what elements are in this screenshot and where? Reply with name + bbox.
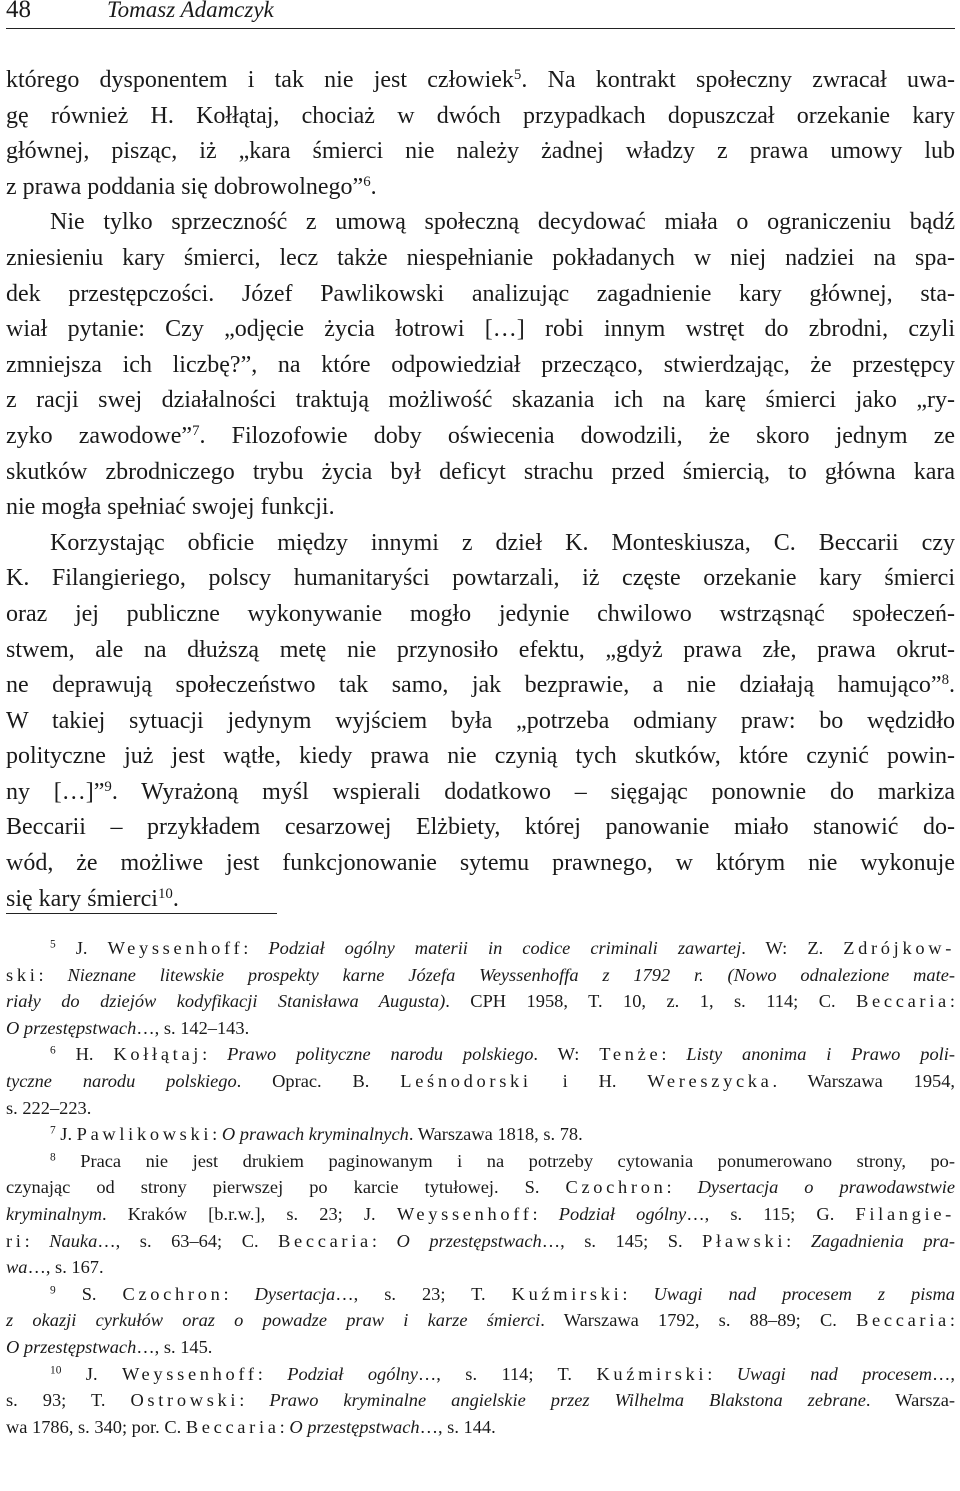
text-line <box>6 526 955 562</box>
text-line <box>6 455 955 491</box>
text-run: …, s. 114; T. <box>417 1363 597 1384</box>
text-run: stwem, ale na dłuższą metę nie przynosiło efektu, „gdyż prawa złe, prawa okrut- <box>6 636 955 663</box>
footnote-line <box>6 1174 955 1201</box>
text-run: polityczne już jest wątłe, kiedy prawa nie czynią tych skutków, które czynić powin- <box>6 743 955 770</box>
italic-title: Podział ogólny materii in codice criminali zawartej <box>268 938 742 958</box>
text-run: wa 1786, s. 340; por. C. <box>6 1416 186 1437</box>
spaced-surname: Pawlikowski <box>76 1124 213 1145</box>
text-run: J. <box>55 1124 77 1145</box>
spaced-surname: Beccaria <box>185 1416 280 1437</box>
text-run: : <box>949 1310 955 1331</box>
text-run: Praca nie jest drukiem paginowanym i na potrzeby cytowania ponumerowano strony, po- <box>55 1150 955 1171</box>
text-run: którego dysponentem i tak nie jest człowiek <box>6 67 514 93</box>
footnote-line <box>6 1121 955 1148</box>
footnote-marker: 5 <box>50 938 56 951</box>
footnote-separator <box>6 913 277 914</box>
text-run: zyko zawodowe” <box>6 422 193 449</box>
italic-title: Nieznane litewskie prospekty karne Józefa Weyssenhoffa z 1792 r. (Nowo odnalezione mate- <box>67 964 955 985</box>
text-run: : <box>707 1363 737 1384</box>
footnote-line <box>6 1414 955 1441</box>
footnote-marker: 7 <box>50 1124 56 1137</box>
text-run: i H. <box>531 1070 648 1091</box>
text-line <box>6 846 955 882</box>
text-run: …, s. 145; S. <box>541 1230 703 1251</box>
footnote-line <box>6 1201 955 1228</box>
text-run: …, s. 115; G. <box>686 1203 856 1224</box>
text-run: : <box>622 1283 654 1304</box>
text-run: . Oprac. B. <box>236 1070 401 1091</box>
footnote-marker: 10 <box>50 1364 62 1377</box>
text-run: wiał pytanie: Czy „odjęcie życia łotrowi […] robi innym wstręt do zbrodni, czyli <box>6 316 955 343</box>
text-line <box>6 312 955 348</box>
footnote-marker: 5 <box>513 66 522 83</box>
text-run: …, s. 144. <box>419 1416 496 1437</box>
spaced-surname: Leśnodorski <box>400 1070 532 1091</box>
text-run: K. Filangieriego, polscy humanitaryści powtarzali, iż częste orzekanie kary śmierci <box>6 565 955 592</box>
spaced-surname: Beccaria <box>856 1310 950 1331</box>
text-run: ny […]” <box>6 778 105 805</box>
footnote-line <box>6 1361 955 1388</box>
spaced-surname: Kołłątaj <box>113 1044 203 1065</box>
spaced-surname: Kuźmirski <box>596 1363 708 1384</box>
text-run: W takiej sytuacji jedynym wyjściem była „potrzeba odmiany praw: bo wędzidło <box>6 707 955 734</box>
footnote-line <box>6 935 955 962</box>
spaced-surname: Weyssenhoff <box>121 1363 258 1384</box>
text-run: się kary śmierci <box>6 885 158 912</box>
text-run: gę również H. Kołłątaj, chociaż w dwóch przypadkach dopuszczał orzekanie kary <box>6 102 955 129</box>
text-line <box>6 170 955 206</box>
text-line <box>6 882 955 918</box>
text-line <box>6 241 955 277</box>
italic-title: Nauka <box>49 1230 98 1251</box>
text-run: H. <box>55 1044 114 1065</box>
italic-title: Prawo polityczne narodu polskiego <box>227 1044 534 1065</box>
text-run: ne deprawują społeczeństwo tak samo, jak bezprawie, a nie działają hamująco” <box>6 672 942 699</box>
text-run: . <box>172 885 179 912</box>
text-run: : <box>532 1203 559 1224</box>
text-run: : <box>279 1416 290 1437</box>
text-run: . CPH 1958, T. 10, z. 1, s. 114; C. <box>445 991 857 1012</box>
text-run: J. <box>55 938 108 958</box>
text-run: : <box>786 1230 811 1251</box>
spaced-surname: Tenże <box>599 1044 662 1065</box>
italic-title: Prawo kryminalne angielskie przez Wilhelma Blakstona zebrane <box>269 1390 866 1411</box>
text-line <box>6 775 955 811</box>
text-run: . W: <box>533 1044 600 1065</box>
text-line <box>6 205 955 241</box>
text-run: s. 93; T. <box>6 1390 131 1411</box>
footnote-marker: 6 <box>363 173 371 190</box>
text-run: dek przestępczości. Józef Pawlikowski analizując zagadnienie kary głównej, sta- <box>6 280 955 307</box>
italic-title: Podział ogólny <box>558 1203 687 1224</box>
text-run: …, s. 145. <box>136 1336 213 1357</box>
italic-title: Zagadnienia pra- <box>810 1230 955 1251</box>
italic-title: O przestępstwach <box>396 1230 542 1251</box>
running-head-author: Tomasz Adamczyk <box>107 0 274 22</box>
footnote-marker: 7 <box>192 422 200 439</box>
italic-title: Dysertacja o prawodawstwie <box>697 1177 955 1198</box>
spaced-surname: Czochron <box>122 1283 224 1304</box>
text-run: . Wyrażoną myśl wspierali dodatkowo – sięgając ponownie do markiza <box>111 778 955 805</box>
text-run: . <box>949 672 955 699</box>
text-run: J. <box>61 1363 122 1384</box>
text-run: Nie tylko sprzeczność z umową społeczną decydować miała o ograniczeniu bądź <box>50 209 955 236</box>
page-number: 48 <box>6 0 31 23</box>
text-run: …, s. 23; T. <box>335 1283 512 1304</box>
text-run: : <box>243 938 269 958</box>
text-line <box>6 490 955 526</box>
footnote-line <box>6 962 955 989</box>
text-run: : <box>202 1044 228 1065</box>
text-run: : <box>212 1124 222 1145</box>
spaced-surname: Weyssenhoff <box>396 1203 533 1224</box>
italic-title: O przestępstwach <box>289 1416 420 1437</box>
footnote-line <box>6 1387 955 1414</box>
text-line <box>6 134 955 170</box>
footnote-line <box>6 1095 955 1122</box>
spaced-surname: Beccaria <box>856 991 950 1012</box>
footnote-line <box>6 1254 955 1281</box>
footnote-line <box>6 1068 955 1095</box>
italic-title: z okazji cyrkułów oraz o powadze praw i karze śmierci <box>6 1310 541 1331</box>
footnote-line <box>6 988 955 1015</box>
footnote-line <box>6 1334 955 1361</box>
italic-title: Podział ogólny <box>287 1363 418 1384</box>
text-line <box>6 419 955 455</box>
footnotes <box>6 935 955 1440</box>
text-run: s. 222–223. <box>6 1097 92 1118</box>
text-run: . Warszawa 1954, <box>772 1070 956 1091</box>
text-run: S. <box>55 1283 123 1304</box>
text-run: . Warszawa 1792, s. 88–89; C. <box>540 1310 857 1331</box>
footnote-line <box>6 1015 955 1042</box>
italic-title: O przestępstwach <box>6 1336 137 1357</box>
spaced-surname: ri <box>6 1230 25 1251</box>
italic-title: tyczne narodu polskiego <box>6 1070 237 1091</box>
text-line <box>6 99 955 135</box>
footnote-line <box>6 1041 955 1068</box>
text-run: …, s. 63–64; C. <box>97 1230 279 1251</box>
text-line <box>6 597 955 633</box>
text-line <box>6 810 955 846</box>
text-run: : <box>24 1230 50 1251</box>
italic-title: riały do dziejów kodyfikacji Stanisława Augusta) <box>6 991 446 1012</box>
spaced-surname: Zdrójkow- <box>843 938 955 958</box>
text-run: : <box>38 964 68 985</box>
text-run: z racji swej działalności traktują możliwość skazania ich na karę śmierci jako „ry- <box>6 387 955 414</box>
text-run: . W: Z. <box>741 938 844 958</box>
text-line <box>6 348 955 384</box>
text-run: . Filozofowie doby oświecenia dowodzili, że skoro jednym ze <box>199 422 956 449</box>
text-run: zmniejsza ich liczbę?”, na które odpowiedział przecząco, stwierdzając, że przestępcy <box>6 351 955 378</box>
footnote-marker: 9 <box>50 1284 56 1297</box>
text-run: głównej, pisząc, iż „kara śmierci nie należy żadnej władzy z prawa umowy lub <box>6 138 955 165</box>
italic-title: wa <box>6 1257 28 1278</box>
text-run: . Kraków [b.r.w.], s. 23; J. <box>102 1203 397 1224</box>
text-line <box>6 633 955 669</box>
footnote-marker: 9 <box>104 778 112 795</box>
spaced-surname: Beccaria <box>278 1230 372 1251</box>
italic-title: Uwagi nad procesem <box>736 1363 932 1384</box>
footnote-line <box>6 1307 955 1334</box>
italic-title: Uwagi nad procesem z pisma <box>653 1283 955 1304</box>
text-run: z prawa poddania się dobrowolnego” <box>6 173 364 200</box>
text-run: czynając od strony pierwszej po karcie tytułowej. S. <box>6 1177 566 1198</box>
text-run: : <box>949 991 955 1012</box>
text-run: . Warszawa 1818, s. 78. <box>408 1124 583 1145</box>
spaced-surname: Kuźmirski <box>511 1283 623 1304</box>
italic-title: kryminalnym <box>6 1203 103 1224</box>
text-run: : <box>223 1283 255 1304</box>
footnote-marker: 8 <box>941 671 949 688</box>
text-run: …, s. 167. <box>27 1257 104 1278</box>
spaced-surname: ski <box>6 964 39 985</box>
text-run: Beccarii – przykładem cesarzowej Elżbiety, której panowanie miało stanowić do- <box>6 814 955 841</box>
text-run: : <box>257 1363 288 1384</box>
text-line <box>6 63 955 99</box>
running-header <box>6 0 955 29</box>
text-run: : <box>661 1044 687 1065</box>
text-line <box>6 277 955 313</box>
text-run: : <box>666 1177 698 1198</box>
footnote-marker: 6 <box>50 1045 56 1058</box>
spaced-surname: Czochron <box>565 1177 667 1198</box>
text-line <box>6 561 955 597</box>
text-run: skutków zbrodniczego trybu życia był deficyt strachu przed śmiercią, to główna kara <box>6 458 955 485</box>
footnote-line <box>6 1281 955 1308</box>
spaced-surname: Wereszycka <box>647 1070 773 1091</box>
text-line <box>6 739 955 775</box>
spaced-surname: Filangie- <box>855 1203 955 1224</box>
spaced-surname: Pławski <box>702 1230 787 1251</box>
footnote-marker: 8 <box>50 1151 56 1164</box>
text-run: : <box>239 1390 270 1411</box>
footnote-line <box>6 1228 955 1255</box>
text-line <box>6 704 955 740</box>
text-run: …, s. 142–143. <box>136 1017 250 1038</box>
italic-title: O przestępstwach <box>6 1017 137 1038</box>
italic-title: Listy anonima i Prawo poli- <box>686 1044 955 1065</box>
spaced-surname: Ostrowski <box>130 1390 240 1411</box>
spaced-surname: Weyssenhoff <box>107 938 244 958</box>
text-run: oraz jej publiczne wykonywanie mogło jedynie chwilowo wstrząsnąć społeczeń- <box>6 600 955 627</box>
text-run: . <box>370 173 377 200</box>
text-run: : <box>371 1230 397 1251</box>
text-run: nie mogła spełniać swojej funkcji. <box>6 494 335 521</box>
footnote-line <box>6 1148 955 1175</box>
text-run: zniesieniu kary śmierci, lecz także niespełnianie pokładanych w niej nadziei na spa- <box>6 244 955 271</box>
text-run: …, <box>932 1363 955 1384</box>
italic-title: O prawach kryminalnych <box>221 1124 409 1145</box>
text-run: wód, że możliwe jest funkcjonowanie sytemu prawnego, w którym nie wykonuje <box>6 850 955 877</box>
footnote-marker: 10 <box>157 885 173 902</box>
text-run: . Warsza- <box>865 1390 955 1411</box>
text-run: Korzystając obficie między innymi z dzieł K. Monteskiusza, C. Beccarii czy <box>50 529 955 556</box>
text-run: . Na kontrakt społeczny zwracał uwa- <box>521 67 955 93</box>
text-line <box>6 383 955 419</box>
main-text <box>6 63 955 917</box>
italic-title: Dysertacja <box>254 1283 336 1304</box>
text-line <box>6 668 955 704</box>
